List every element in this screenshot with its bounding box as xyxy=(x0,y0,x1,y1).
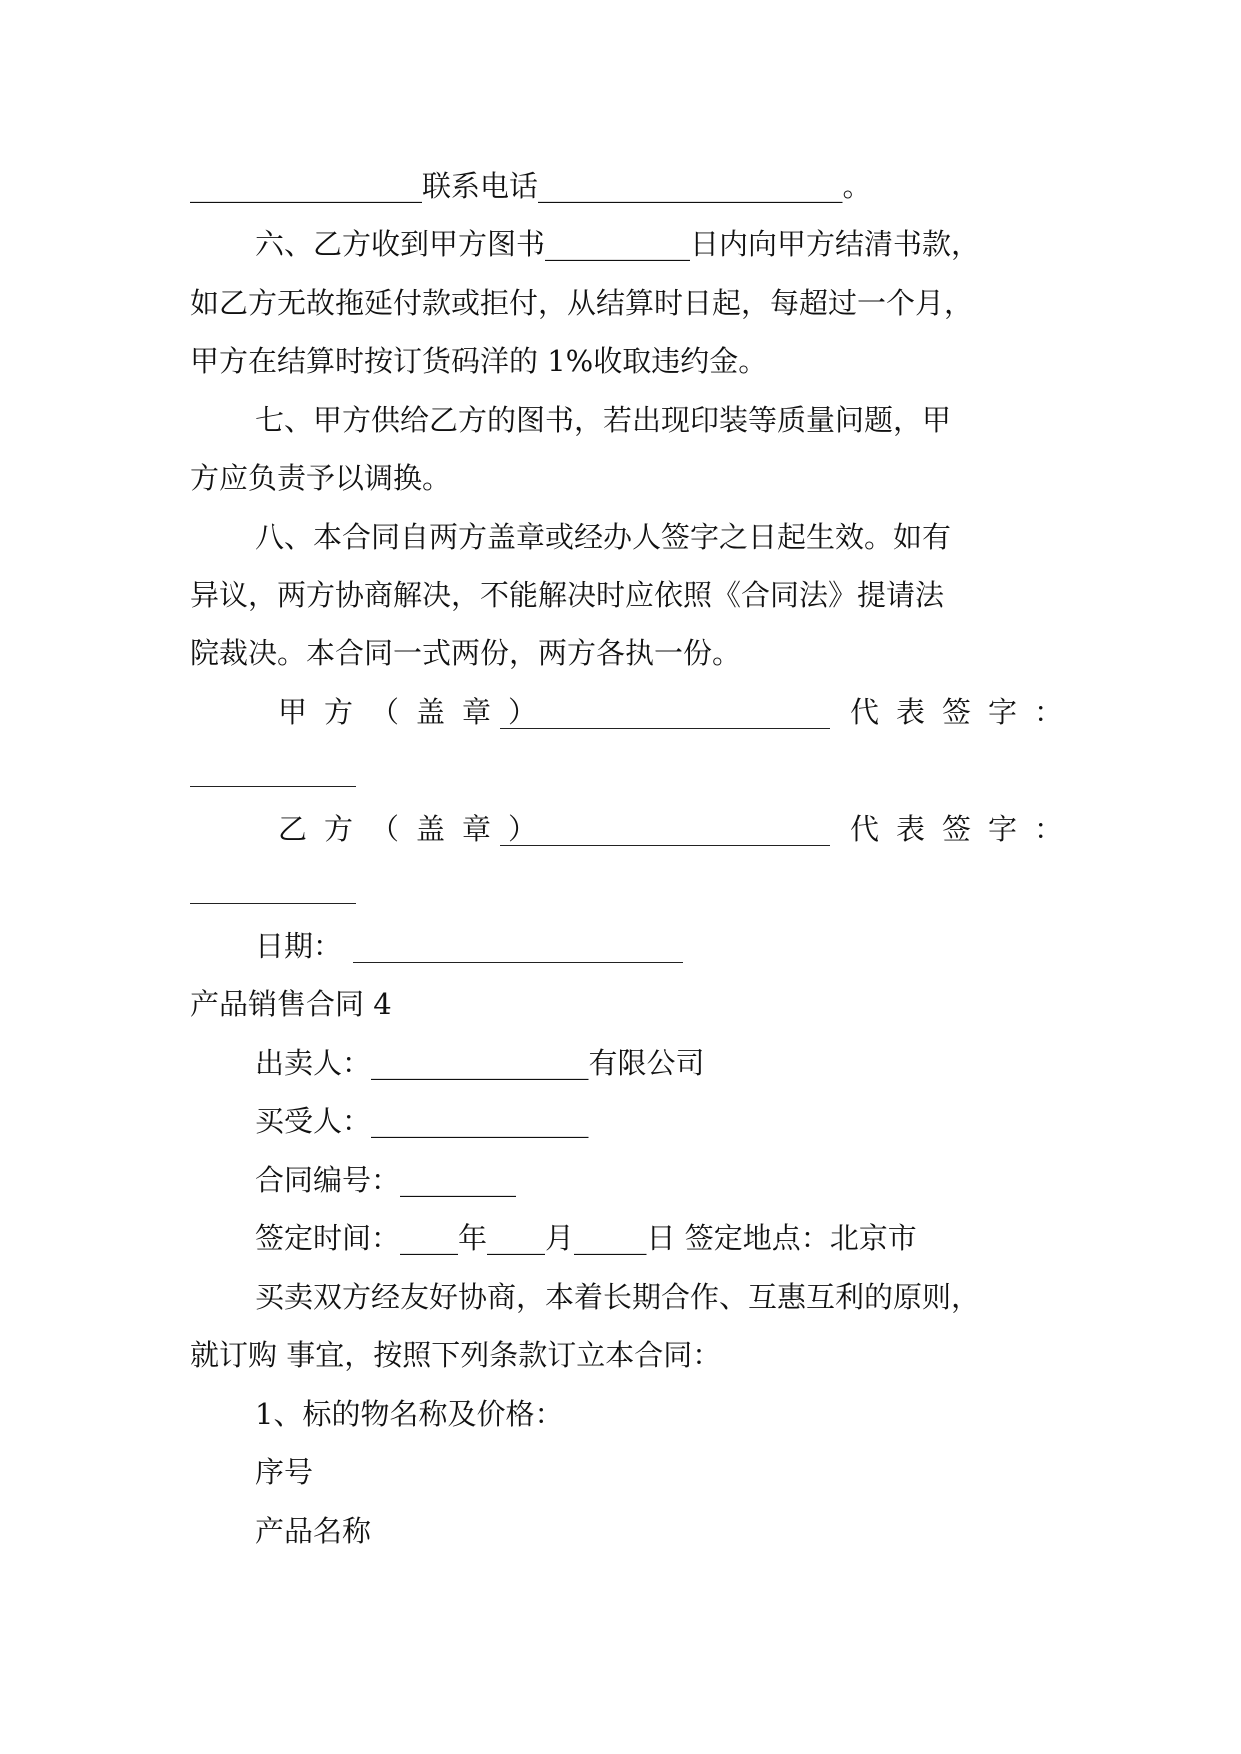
party-a-stamp-blank xyxy=(500,728,830,729)
party-b-signature-label: 代表签字： xyxy=(850,812,1081,846)
item-one-heading: 1、标的物名称及价格： xyxy=(255,1397,564,1431)
party-b-stamp-blank xyxy=(500,845,830,846)
contract-number-line: 合同编号：________ xyxy=(255,1163,517,1197)
date-label: 日期： xyxy=(255,929,343,963)
clause-eight-line-1: 八、本合同自两方盖章或经办人签字之日起生效。如有 xyxy=(255,520,952,554)
clause-eight-line-3: 院裁决。本合同一式两份，两方各执一份。 xyxy=(190,636,742,670)
clause-seven-line-1: 七、甲方供给乙方的图书，若出现印装等质量问题，甲 xyxy=(255,403,952,437)
party-a-signature-label: 代表签字： xyxy=(850,695,1081,729)
party-a-stamp-label: 甲方（盖章） xyxy=(278,695,555,729)
party-b-signature-blank xyxy=(190,903,356,904)
table-header-product-name: 产品名称 xyxy=(255,1514,372,1548)
clause-six-line-2: 如乙方无故拖延付款或拒付，从结算时日起，每超过一个月， xyxy=(190,286,974,320)
preamble-line-2: 就订购 事宜，按照下列条款订立本合同： xyxy=(190,1338,722,1372)
party-b-stamp-label: 乙方（盖章） xyxy=(278,812,555,846)
table-header-serial: 序号 xyxy=(255,1455,314,1489)
clause-six-line-1: 六、乙方收到甲方图书__________日内向甲方结清书款， xyxy=(255,227,981,261)
party-a-signature-blank xyxy=(190,786,356,787)
seller-line: 出卖人：_______________有限公司 xyxy=(255,1046,705,1080)
buyer-line: 买受人：_______________ xyxy=(255,1104,589,1138)
preamble-line-1: 买卖双方经友好协商，本着长期合作、互惠互利的原则， xyxy=(255,1280,981,1314)
clause-six-line-3: 甲方在结算时按订货码洋的 1%收取违约金。 xyxy=(190,344,768,378)
date-blank xyxy=(353,962,683,963)
contract-title: 产品销售合同 4 xyxy=(190,987,392,1021)
signing-time-place-line: 签定时间：____年____月_____日 签定地点：北京市 xyxy=(255,1221,917,1255)
contact-phone-line: ________________联系电话_____________________。 xyxy=(190,169,872,203)
clause-eight-line-2: 异议，两方协商解决，不能解决时应依照《合同法》提请法 xyxy=(190,578,945,612)
clause-seven-line-2: 方应负责予以调换。 xyxy=(190,461,452,495)
